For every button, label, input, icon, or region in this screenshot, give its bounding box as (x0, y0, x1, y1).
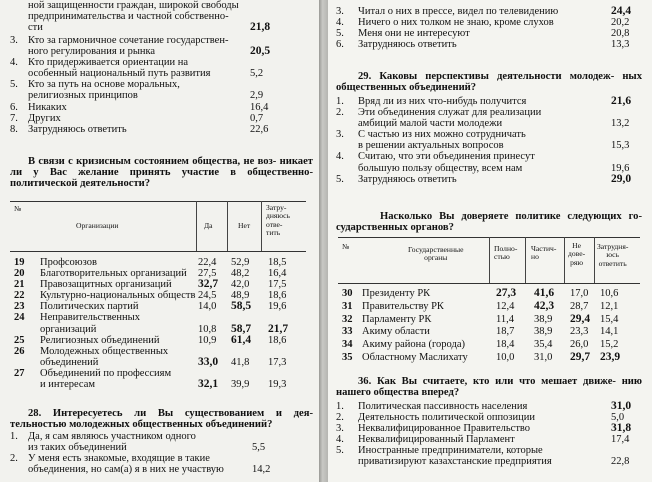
list-item-line (10, 124, 310, 135)
cell-no: 42,0 (231, 279, 250, 291)
row-number: 30 (342, 288, 353, 299)
cell-yes: 22,4 (198, 257, 217, 268)
list-item-line (10, 113, 310, 124)
row-number: 26 (14, 345, 25, 357)
table1-divider-1 (196, 201, 197, 251)
list-item-line (336, 423, 640, 434)
intro-continuation (10, 0, 310, 33)
cell-hard: 14,1 (600, 326, 619, 338)
item-text: Неквалифицированное Правительство (358, 423, 531, 435)
cell-yes: 10,9 (198, 334, 217, 346)
cell-yes: 10,8 (198, 323, 217, 335)
item-number: 3. (336, 6, 344, 17)
row-number: 34 (342, 339, 353, 351)
answer-list-28-continued (336, 6, 640, 50)
item-text: Кто за гармоничное сочетание государствен- (28, 35, 229, 46)
cell-yes: 14,0 (198, 301, 217, 313)
list-item-line (336, 434, 640, 445)
item-text: ного регулирования и рынка (28, 46, 156, 58)
item-text: в решении актуальных вопросов (358, 140, 504, 152)
org-name: и интересам (40, 379, 95, 391)
table1-row-line (14, 324, 310, 335)
item-value: 19,6 (611, 162, 630, 174)
cell-full: 11,4 (496, 313, 514, 325)
item-value: 2,9 (250, 90, 264, 102)
item-number: 1. (10, 431, 18, 442)
item-number: 1. (336, 401, 344, 412)
list-item-line (336, 163, 640, 174)
item-value: 17,4 (611, 434, 630, 446)
item-value: 20,5 (250, 45, 271, 58)
cell-yes: 27,5 (198, 268, 217, 280)
list-item-line (336, 96, 640, 107)
table1-header-rule (10, 251, 306, 252)
cell-yes: 24,5 (198, 290, 217, 302)
cell-hard: 15,2 (600, 339, 619, 351)
org-name: Областному Маслихату (362, 351, 468, 363)
item-value: 15,3 (611, 140, 630, 152)
table2-divider-3 (564, 237, 565, 283)
cell-no: 48,9 (231, 290, 250, 302)
list-item-line (336, 412, 640, 423)
cell-full: 18,4 (496, 339, 515, 351)
item-text: из таких объединений (28, 442, 127, 454)
table1-divider-2 (227, 201, 228, 251)
item-text: Да, я сам являюсь участником одного (28, 431, 196, 442)
table2-divider-1 (489, 237, 490, 283)
cell-hard: 18,6 (268, 290, 287, 302)
row-number: 24 (14, 312, 25, 324)
table1-row-line (14, 257, 310, 268)
item-text: Затрудняюсь ответить (28, 123, 127, 135)
cell-hard: 12,1 (600, 300, 619, 312)
list-item-line (10, 68, 310, 79)
cell-notrust: 26,0 (570, 339, 589, 351)
item-text: приватизируют казахстанские предприятия (358, 456, 552, 468)
list-item-line (336, 118, 640, 129)
row-number: 27 (14, 367, 25, 379)
org-name: Акиму области (362, 326, 430, 338)
list-item-line (336, 107, 640, 118)
cell-no: 41,8 (231, 356, 250, 368)
item-text: большую пользу обществу, всем нам (358, 162, 523, 174)
right-page (328, 0, 652, 482)
item-number: 6. (336, 39, 344, 51)
item-value: 5,5 (252, 442, 266, 454)
item-number: 5. (336, 445, 344, 457)
item-text: Кто за путь на основе моральных, (28, 79, 180, 91)
table1-row-line (14, 335, 310, 346)
item-value: 31,0 (611, 400, 632, 412)
row-number: 31 (342, 300, 353, 312)
cell-full: 10,0 (496, 351, 515, 363)
table2-header-partial: Частич- но (531, 244, 557, 262)
cell-partial: 42,3 (534, 299, 555, 312)
item-value: 22,6 (250, 123, 269, 135)
item-value: 24,4 (611, 5, 632, 17)
answer-list-28 (10, 431, 310, 475)
table2-row (342, 339, 642, 352)
item-value: 22,8 (611, 456, 630, 468)
intro-text: предпринимательства и частной собственно- (28, 11, 229, 23)
intro-text: сти (28, 22, 43, 34)
table1-body (14, 257, 310, 390)
item-number: 2. (336, 412, 344, 424)
org-name: Молодежных общественных (40, 345, 169, 357)
book-gutter (319, 0, 328, 482)
row-number: 20 (14, 268, 25, 280)
cell-yes: 32,7 (198, 278, 219, 291)
item-text: Политическая пассивность населения (358, 401, 528, 412)
table2-header-org: Государственные органы (408, 245, 464, 263)
intro-line (10, 22, 310, 33)
item-number: 6. (10, 101, 18, 113)
table1-header-org: Организации (76, 221, 119, 230)
answer-list-ideology (10, 35, 310, 135)
table1-header-hard: Затру- дняюсь отве- тить (266, 203, 290, 238)
item-value: 20,2 (611, 17, 630, 29)
table2-divider-2 (525, 237, 526, 283)
item-number: 4. (10, 57, 18, 69)
cell-hard: 23,9 (600, 350, 621, 363)
item-number: 5. (336, 28, 344, 40)
item-value: 13,2 (611, 118, 630, 130)
question-crisis: В связи с кризисным состоянием общества, не воз- никает ли у Вас желание принять участие в общественно-политической деятельности? (10, 156, 313, 190)
item-text: Ничего о них толком не знаю, кроме слухов (358, 17, 554, 29)
table1-row-line (14, 312, 310, 323)
item-text: объединения, но сам(а) я в них не участвую (28, 464, 224, 476)
table1-header-no: Нет (238, 221, 251, 230)
item-text: Эти объединения служат для реализации (358, 107, 542, 119)
item-text: Кто придерживается ориентации на (28, 57, 189, 69)
list-item-line (336, 401, 640, 412)
cell-hard: 17,5 (268, 279, 287, 291)
cell-hard: 15,4 (600, 313, 619, 325)
question-28: 28. Интересуетесь ли Вы существованием и дея- тельностью молодежных общественных объединений? (10, 408, 313, 431)
table1-header-yes: Да (204, 221, 213, 230)
cell-no: 52,9 (231, 257, 250, 268)
item-number: 3. (10, 35, 18, 46)
item-number: 3. (336, 129, 344, 141)
left-page (0, 0, 319, 482)
item-value: 29,0 (611, 172, 632, 185)
item-text: Других (28, 112, 61, 124)
org-name: Президенту РК (362, 288, 431, 299)
item-number: 8. (10, 123, 18, 135)
item-text: Деятельность политической оппозиции (358, 412, 535, 424)
intro-text: ной защищенности граждан, широкой свободы (28, 0, 239, 11)
cell-partial: 38,9 (534, 326, 553, 338)
org-name: Парламенту РК (362, 313, 432, 325)
question-36: 36. Как Вы считаете, кто или что мешает движе- нию нашего общества вперед? (336, 376, 642, 399)
table1-row-line (14, 290, 310, 301)
item-text: Меня они не интересуют (358, 28, 470, 40)
cell-full: 27,3 (496, 287, 517, 299)
table2-row (342, 326, 642, 339)
question-trust: Насколько Вы доверяете политике следующих го- сударственных органов? (336, 211, 642, 234)
item-text: Вряд ли из них что-нибудь получится (358, 96, 527, 107)
org-name: Профсоюзов (40, 257, 97, 268)
table2-divider-4 (594, 237, 595, 283)
cell-hard: 19,6 (268, 301, 287, 313)
cell-no: 58,5 (231, 300, 252, 313)
item-number: 5. (10, 79, 18, 91)
answer-list-36 (336, 401, 640, 468)
cell-hard: 19,3 (268, 379, 287, 391)
row-number: 33 (342, 326, 353, 338)
org-name: организаций (40, 323, 97, 335)
question-29: 29. Каковы перспективы деятельности молодеж- ных общественных объединений? (336, 71, 642, 94)
cell-hard: 18,5 (268, 257, 287, 268)
table1-row-line (14, 268, 310, 279)
list-item-line (10, 46, 310, 57)
item-text: особенный национальный путь развития (28, 68, 211, 80)
item-text: Иностранные предприниматели, которые (358, 445, 543, 457)
list-item-line (10, 464, 310, 475)
item-text: С частью из них можно сотрудничать (358, 129, 526, 141)
list-item-line (336, 445, 640, 456)
cell-notrust: 29,7 (570, 350, 591, 363)
cell-notrust: 23,3 (570, 326, 589, 338)
item-number: 3. (336, 423, 344, 435)
table2-header-rule (338, 283, 640, 284)
cell-partial: 41,6 (534, 287, 555, 299)
table2-header-full: Полно- стью (494, 244, 518, 262)
item-value: 13,3 (611, 39, 630, 51)
table1-row-line (14, 379, 310, 390)
list-item-line (336, 140, 640, 151)
list-item-line (10, 57, 310, 68)
cell-hard: 21,7 (268, 322, 289, 335)
list-item-line (336, 39, 640, 50)
cell-yes: 32,1 (198, 378, 219, 391)
list-item-line (336, 151, 640, 162)
row-number: 25 (14, 334, 25, 346)
item-text: Считаю, что эти объединения принесут (358, 151, 535, 163)
list-item-line (336, 17, 640, 28)
list-item-line (336, 6, 640, 17)
cell-yes: 33,0 (198, 355, 219, 368)
answer-list-29 (336, 96, 640, 185)
table1-divider-3 (261, 201, 262, 251)
org-name: Правозащитных организаций (40, 279, 172, 291)
cell-notrust: 17,0 (570, 288, 589, 299)
item-value: 20,8 (611, 28, 630, 40)
cell-full: 12,4 (496, 300, 515, 312)
list-item-line (10, 79, 310, 90)
table2-row (342, 314, 642, 327)
table1-row-line (14, 301, 310, 312)
list-item-line (336, 456, 640, 467)
list-item-line (336, 129, 640, 140)
row-number: 22 (14, 290, 25, 302)
item-text: Неквалифицированный Парламент (358, 434, 515, 446)
item-number: 4. (336, 434, 344, 446)
cell-hard: 18,6 (268, 334, 287, 346)
cell-partial: 38,9 (534, 313, 553, 325)
item-value: 0,7 (250, 112, 264, 124)
item-text: У меня есть знакомые, входящие в такие (28, 453, 210, 465)
cell-partial: 35,4 (534, 339, 553, 351)
cell-no: 48,2 (231, 268, 250, 280)
cell-partial: 31,0 (534, 351, 553, 363)
row-number: 32 (342, 313, 353, 325)
list-item-line (10, 90, 310, 101)
table1-header-number: № (14, 204, 22, 213)
org-name: Религиозных объединений (40, 334, 160, 346)
cell-hard: 16,4 (268, 268, 287, 280)
table2-row (342, 352, 642, 365)
item-text: амбиций малой части молодежи (358, 118, 503, 130)
item-text: Никаких (28, 101, 67, 113)
item-number: 4. (336, 17, 344, 29)
list-item-line (336, 28, 640, 39)
item-value: 5,0 (611, 412, 625, 424)
cell-hard: 10,6 (600, 288, 619, 299)
table1-row-line (14, 357, 310, 368)
cell-notrust: 28,7 (570, 300, 589, 312)
cell-no: 58,7 (231, 322, 252, 335)
table1-row-line (14, 368, 310, 379)
item-text: Читал о них в прессе, видел по телевидению (358, 6, 559, 17)
list-item-line (10, 442, 310, 453)
table2-row (342, 288, 642, 301)
intro-value: 21,8 (250, 21, 271, 34)
list-item-line (10, 431, 310, 442)
row-number: 23 (14, 301, 25, 313)
table2-header-hard: Затрудня- юсь ответить (597, 242, 629, 268)
cell-no: 39,9 (231, 379, 250, 391)
org-name: Акиму района (города) (362, 339, 465, 351)
item-text: Затрудняюсь ответить (358, 39, 457, 51)
item-value: 14,2 (252, 464, 271, 476)
org-name: объединений (40, 356, 99, 368)
table2-header-number: № (342, 242, 350, 251)
table2-body (342, 288, 642, 365)
row-number: 21 (14, 279, 25, 291)
org-name: Неправительственных (40, 312, 140, 324)
list-item-line (336, 174, 640, 185)
item-value: 5,2 (250, 68, 264, 80)
item-text: Затрудняюсь ответить (358, 173, 457, 185)
item-number: 2. (336, 107, 344, 119)
table1-row-line (14, 346, 310, 357)
org-name: Объединений по профессиям (40, 367, 172, 379)
list-item-line (10, 453, 310, 464)
org-name: Благотворительных организаций (40, 268, 187, 280)
item-number: 4. (336, 151, 344, 163)
item-value: 21,6 (611, 95, 632, 107)
cell-no: 61,4 (231, 333, 252, 346)
table2-header-notrust: Не дове- ряю (568, 241, 586, 267)
item-value: 31,8 (611, 422, 632, 435)
row-number: 19 (14, 257, 25, 268)
intro-line (10, 0, 310, 11)
item-value: 16,4 (250, 101, 269, 113)
item-text: религиозных принципов (28, 90, 138, 102)
row-number: 35 (342, 351, 353, 363)
item-number: 1. (336, 96, 344, 107)
item-number: 5. (336, 173, 344, 185)
item-number: 7. (10, 112, 18, 124)
table1-row-line (14, 279, 310, 290)
cell-notrust: 29,4 (570, 312, 591, 325)
org-name: Правительству РК (362, 300, 444, 312)
cell-full: 18,7 (496, 326, 515, 338)
list-item-line (10, 102, 310, 113)
cell-hard: 17,3 (268, 356, 287, 368)
item-number: 2. (10, 453, 18, 465)
org-name: Политических партий (40, 301, 139, 313)
table2-row (342, 301, 642, 314)
org-name: Культурно-национальных обществ (40, 290, 196, 302)
